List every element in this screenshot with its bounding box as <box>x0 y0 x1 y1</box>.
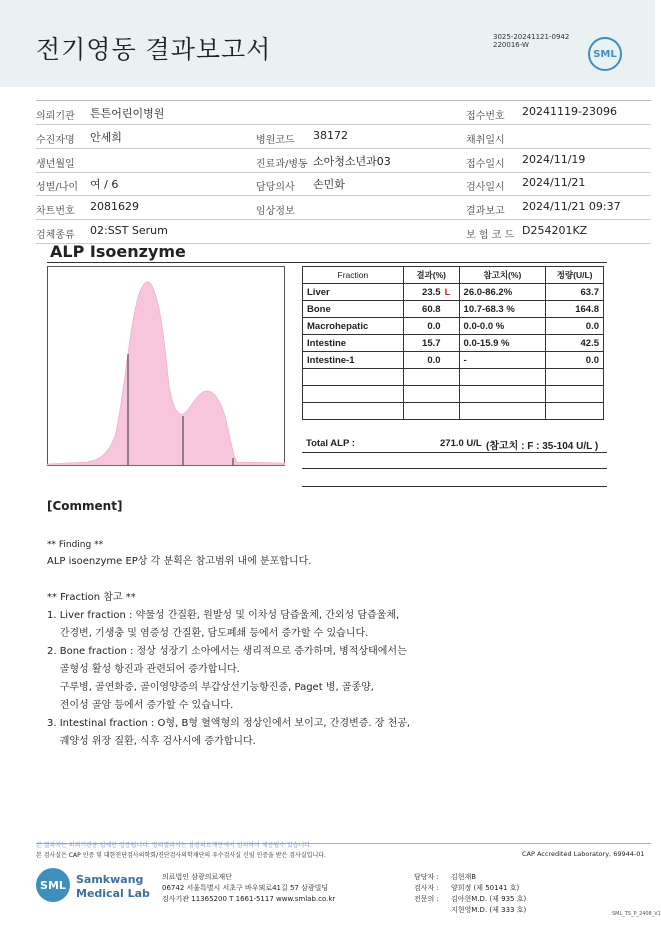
fraction-note-line: 3. Intestinal fraction : O형, B형 혈액형의 정상인에서 보이고, 간경변증. 장 천공, <box>47 718 411 729</box>
section-title: ALP Isoenzyme <box>50 242 186 261</box>
quantity-value: 42.5 <box>546 335 604 352</box>
info-value: 38172 <box>313 129 348 142</box>
result-value: 0.0 <box>427 320 441 332</box>
info-label: 수진자명 <box>36 135 75 146</box>
info-label: 결과보고 <box>466 206 505 217</box>
table-header-cell: 정량(U/L) <box>546 267 604 284</box>
reference-range: - <box>459 352 546 369</box>
staff-role: 전문의 : <box>414 895 439 903</box>
info-row-divider <box>36 124 651 125</box>
result-value: 15.7 <box>422 337 441 349</box>
info-label: 접수번호 <box>466 111 505 122</box>
total-line-3 <box>302 486 607 487</box>
fraction-name: Liver <box>303 284 404 301</box>
table-row-empty <box>303 403 604 420</box>
table-row-empty <box>303 369 604 386</box>
empty-cell <box>403 369 459 386</box>
result-cell <box>403 301 459 318</box>
fraction-note-line: 간경변, 기생충 및 염증성 간질환, 담도폐쇄 등에서 증가할 수 있습니다. <box>47 628 369 639</box>
report-title: 전기영동 결과보고서 <box>36 35 272 64</box>
quantity-value: 0.0 <box>546 318 604 335</box>
quantity-value: 0.0 <box>546 352 604 369</box>
fraction-note-line: 궤양성 위장 질환, 식후 검사시에 증가합니다. <box>47 736 256 747</box>
info-row-divider <box>36 148 651 149</box>
reference-range: 10.7-68.3 % <box>459 301 546 318</box>
info-value: 20241119-23096 <box>522 105 617 118</box>
result-flag: L <box>444 286 451 298</box>
empty-cell <box>459 369 546 386</box>
info-value: D254201KZ <box>522 224 588 237</box>
comment-title: [Comment] <box>47 499 123 513</box>
info-value: 2024/11/21 <box>522 176 586 189</box>
staff-role: 검사자 : <box>414 884 439 892</box>
info-label: 보 험 코 드 <box>466 230 515 241</box>
footer-note-1: 본 결과지는 의뢰기관용 임에만 검증됩니다. 정리결과지는 삼광의료재단에서 임의하여 제공될수 있습니다. <box>36 842 313 849</box>
footer-note-2: 본 검사실은 CAP 인증 및 대한진단검사의학회/진단검사의학재단의 우수검사실 신임 인증을 받은 검사실입니다. <box>36 852 326 859</box>
reference-range: 26.0-86.2% <box>459 284 546 301</box>
reference-range: 0.0-0.0 % <box>459 318 546 335</box>
fraction-name: Intestine <box>303 335 404 352</box>
info-label: 성별/나이 <box>36 182 79 193</box>
form-code: SML_TS_P_2408_V1 <box>612 911 661 917</box>
table-row <box>303 301 604 318</box>
fraction-name: Macrohepatic <box>303 318 404 335</box>
info-row-divider <box>36 172 651 173</box>
empty-cell <box>546 369 604 386</box>
quantity-value: 164.8 <box>546 301 604 318</box>
total-alp-label: Total ALP : <box>306 438 355 449</box>
info-label: 담당의사 <box>256 182 295 193</box>
empty-cell <box>546 386 604 403</box>
info-row-divider <box>36 195 651 196</box>
table-header-cell: 참고치(%) <box>459 267 546 284</box>
table-row <box>303 318 604 335</box>
info-label: 병원코드 <box>256 135 295 146</box>
table-header-cell: 결과(%) <box>403 267 459 284</box>
org-name: 의료법인 삼광의료재단 <box>162 873 232 881</box>
fraction-note-line: 2. Bone fraction : 정상 성장기 소아에서는 생리적으로 증가하며, 병적상태에서는 <box>47 646 407 657</box>
info-value: 2024/11/21 09:37 <box>522 200 621 213</box>
fraction-note-line: 전이성 골암 등에서 증가할 수 있습니다. <box>47 700 234 711</box>
report-code-1: 3025-20241121-0942 <box>493 33 570 41</box>
staff-name: 지현영M.D. (제 333 호) <box>451 906 527 914</box>
section-divider <box>47 262 607 263</box>
empty-cell <box>459 403 546 420</box>
cap-accreditation: CAP Accredited Laboratory, 69944-01 <box>522 850 645 858</box>
total-alp-value: 271.0 U/L <box>440 438 482 449</box>
samkwang-logo-icon: SML <box>36 868 70 902</box>
info-label: 진료과/병동 <box>256 159 308 170</box>
info-value: 튼튼어린이병원 <box>90 107 165 120</box>
total-alp-ref: (참고치 : F : 35-104 U/L ) <box>486 441 599 452</box>
result-value: 0.0 <box>427 354 441 366</box>
table-row <box>303 335 604 352</box>
info-row-divider <box>36 219 651 220</box>
info-value: 여 / 6 <box>90 178 119 191</box>
info-label: 차트번호 <box>36 206 75 217</box>
sml-logo: SML <box>588 37 622 71</box>
info-value: 손민화 <box>313 178 345 191</box>
info-value: 2024/11/19 <box>522 153 586 166</box>
fraction-name: Bone <box>303 301 404 318</box>
result-value: 23.5 <box>422 286 441 298</box>
result-cell <box>403 284 459 301</box>
empty-cell <box>403 403 459 420</box>
empty-cell <box>303 386 404 403</box>
info-label: 생년월일 <box>36 159 75 170</box>
empty-cell <box>403 386 459 403</box>
staff-role: 담당자 : <box>414 873 439 881</box>
empty-cell <box>459 386 546 403</box>
brand-line-2: Medical Lab <box>76 887 150 900</box>
info-value: 02:SST Serum <box>90 224 168 237</box>
org-address: 06742 서울특별시 서초구 바우뫼로41길 57 삼광빌딩 <box>162 884 329 892</box>
staff-name: 양희정 (제 50141 호) <box>451 884 520 892</box>
table-row-empty <box>303 386 604 403</box>
info-value: 2081629 <box>90 200 139 213</box>
org-registration: 검사기관 11365200 T 1661-5117 www.smlab.co.kr <box>162 895 336 903</box>
staff-name: 김아현M.D. (제 935 호) <box>451 895 527 903</box>
report-code-2: 220016-W <box>493 41 529 49</box>
info-label: 임상정보 <box>256 206 295 217</box>
empty-cell <box>303 369 404 386</box>
result-value: 60.8 <box>422 303 441 315</box>
info-value: 안세희 <box>90 131 122 144</box>
info-label: 검사일시 <box>466 182 505 193</box>
table-row <box>303 352 604 369</box>
fraction-note-line: 1. Liver fraction : 약물성 간질환, 원발성 및 이차성 담즙울체, 간외성 담즙울체, <box>47 610 400 621</box>
finding-title: ** Finding ** <box>47 540 104 550</box>
finding-text: ALP isoenzyme EP상 각 분획은 참고범위 내에 분포합니다. <box>47 556 312 567</box>
empty-cell <box>546 403 604 420</box>
fraction-title: ** Fraction 참고 ** <box>47 592 136 603</box>
info-label: 의뢰기관 <box>36 111 75 122</box>
table-row <box>303 284 604 301</box>
result-cell <box>403 318 459 335</box>
reference-range: 0.0-15.9 % <box>459 335 546 352</box>
fraction-note-line: 골형성 활성 항진과 관련되어 증가합니다. <box>47 664 240 675</box>
empty-cell <box>303 403 404 420</box>
total-line-1 <box>302 452 607 453</box>
quantity-value: 63.7 <box>546 284 604 301</box>
fraction-name: Intestine-1 <box>303 352 404 369</box>
results-table <box>302 266 604 420</box>
fraction-note-line: 구루병, 골연화증, 골이영양증의 부갑상선기능항진증, Paget 병, 골종양, <box>47 682 374 693</box>
result-cell <box>403 335 459 352</box>
info-label: 검체종류 <box>36 230 75 241</box>
info-value: 소아청소년과03 <box>313 155 391 168</box>
info-label: 접수일시 <box>466 159 505 170</box>
brand-line-1: Samkwang <box>76 873 144 886</box>
total-line-2 <box>302 468 607 469</box>
staff-name: 김현재B <box>451 873 477 881</box>
result-cell <box>403 352 459 369</box>
info-label: 채취일시 <box>466 135 505 146</box>
info-top-divider <box>36 100 651 101</box>
electropherogram <box>47 266 285 466</box>
table-header-cell: Fraction <box>303 267 404 284</box>
